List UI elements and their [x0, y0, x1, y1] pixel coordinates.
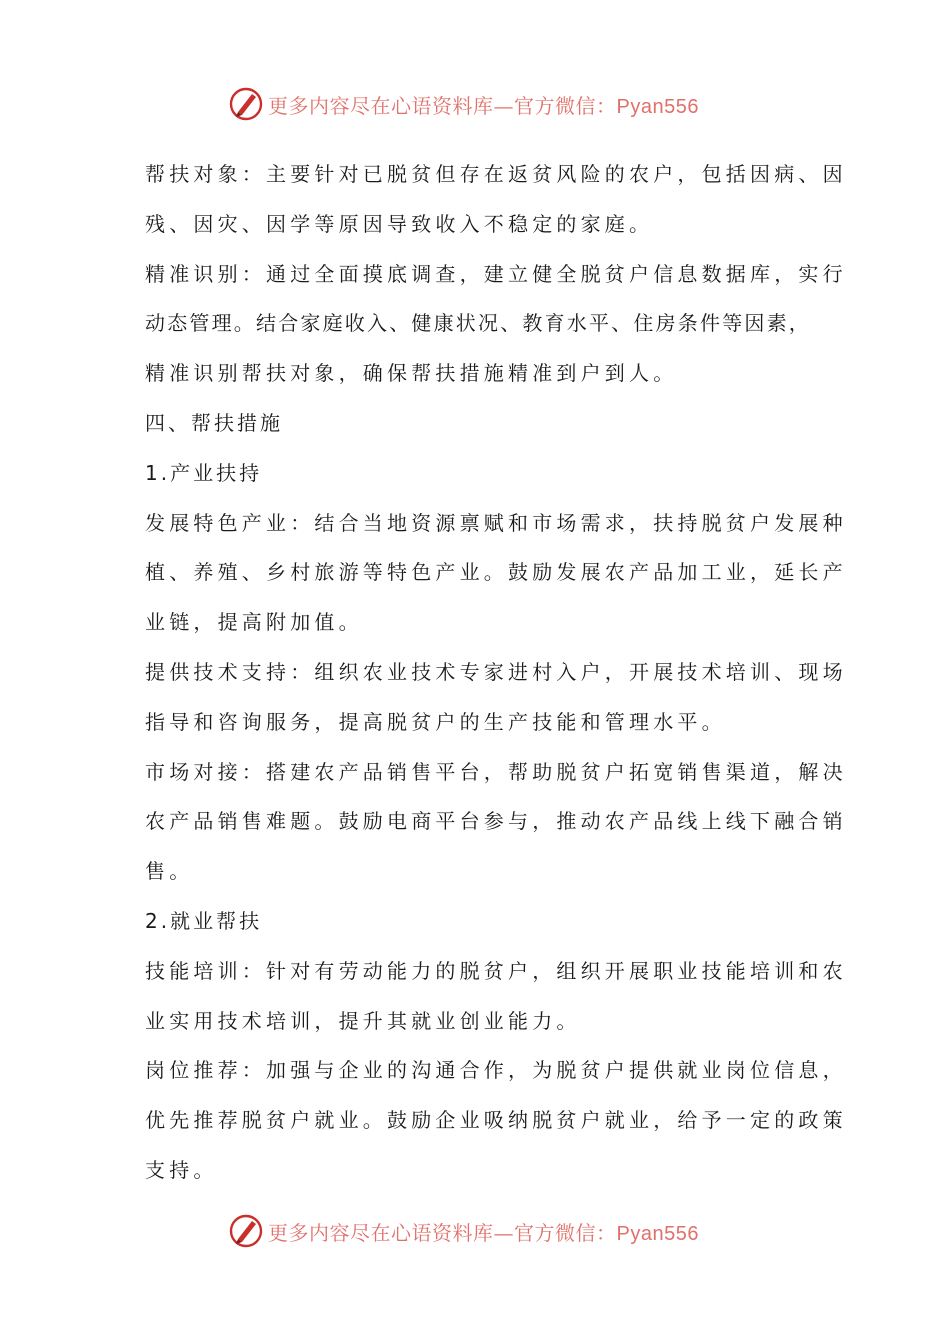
- paragraph-line: 精准识别帮扶对象，确保帮扶措施精准到户到人。: [145, 361, 678, 386]
- paragraph-line: 帮扶对象：主要针对已脱贫但存在返贫风险的农户，包括因病、因: [145, 162, 847, 186]
- paragraph-line: 业链，提高附加值。: [145, 610, 363, 635]
- watermark-label: 官方微信：: [514, 1221, 617, 1245]
- watermark-main: 更多内容尽在心语资料库: [268, 94, 494, 118]
- document-body: [145, 150, 847, 1196]
- paragraph-line: 售。: [145, 859, 194, 884]
- paragraph-line: 岗位推荐：加强与企业的沟通合作，为脱贫户提供就业岗位信息，: [145, 1058, 847, 1083]
- paragraph-line: 市场对接：搭建农产品销售平台，帮助脱贫户拓宽销售渠道，解决: [145, 759, 847, 784]
- paragraph-line: 优先推荐脱贫户就业。鼓励企业吸纳脱贫户就业，给予一定的政策: [145, 1108, 847, 1133]
- paragraph-line: 发展特色产业：结合当地资源禀赋和市场需求，扶持脱贫户发展种: [145, 510, 847, 535]
- paragraph-line: 残、因灾、因学等原因导致收入不稳定的家庭。: [145, 211, 654, 236]
- pen-logo-icon: [228, 1213, 264, 1249]
- paragraph-line: 精准识别：通过全面摸底调查，建立健全脱贫户信息数据库，实行: [145, 261, 847, 286]
- paragraph-line: 支持。: [145, 1157, 218, 1182]
- watermark-label: 官方微信：: [514, 94, 617, 118]
- header-watermark-banner: [0, 84, 950, 124]
- subsection-heading: 1.产业扶持: [145, 460, 263, 485]
- paragraph-line: 农产品销售难题。鼓励电商平台参与，推动农产品线上线下融合销: [145, 809, 847, 834]
- paragraph-line: 植、养殖、乡村旅游等特色产业。鼓励发展农产品加工业，延长产: [145, 560, 847, 585]
- watermark-wechat-id: Pyan556: [616, 1223, 699, 1245]
- paragraph-line: 技能培训：针对有劳动能力的脱贫户，组织开展职业技能培训和农: [145, 958, 847, 983]
- watermark-text: [268, 1217, 699, 1246]
- watermark-text: [268, 90, 699, 119]
- paragraph-line: 动态管理。结合家庭收入、健康状况、教育水平、住房条件等因素，: [145, 311, 811, 336]
- watermark-separator: —: [493, 94, 514, 118]
- paragraph-line: 业实用技术培训，提升其就业创业能力。: [145, 1008, 581, 1033]
- paragraph-line: 提供技术支持：组织农业技术专家进村入户，开展技术培训、现场: [145, 659, 847, 684]
- watermark-separator: —: [493, 1221, 514, 1245]
- footer-watermark-banner: [0, 1211, 950, 1251]
- watermark-wechat-id: Pyan556: [616, 96, 699, 118]
- pen-logo-icon: [228, 86, 264, 122]
- subsection-heading: 2.就业帮扶: [145, 908, 263, 933]
- paragraph-line: 指导和咨询服务，提高脱贫户的生产技能和管理水平。: [145, 709, 726, 734]
- section-heading: 四、帮扶措施: [145, 410, 283, 435]
- watermark-main: 更多内容尽在心语资料库: [268, 1221, 494, 1245]
